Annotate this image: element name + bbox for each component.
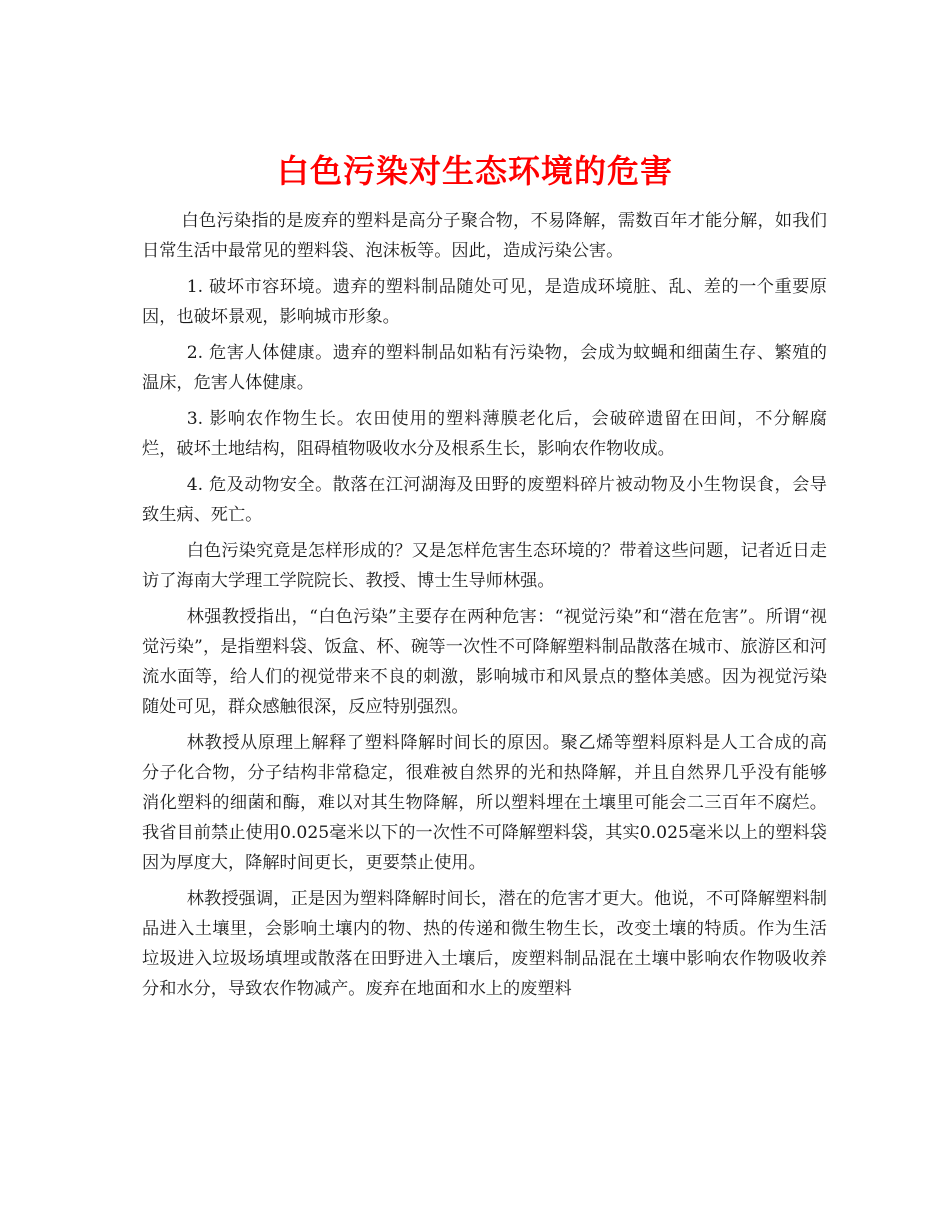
paragraph-item-2: 2. 危害人体健康。遗弃的塑料制品如粘有污染物，会成为蚊蝇和细菌生存、繁殖的温床，危害人体健康。	[142, 343, 827, 393]
document-title: 白色污染对生态环境的危害	[276, 152, 673, 191]
paragraph-potential-harm: 林教授强调，正是因为塑料降解时间长，潜在的危害才更大。他说，不可降解塑料制品进入土壤里，会影响土壤内的物、热的传递和微生物生长，改变土壤的特质。作为生活垃圾进入垃圾场填埋或散落在田野进入土壤后，废塑料制品混在土壤中影响农作物吸收养分和水分，导致农作物减产。废弃在地面和水上的废塑料	[142, 889, 827, 999]
paragraph-interview: 白色污染究竟是怎样形成的？又是怎样危害生态环境的？带着这些问题，记者近日走访了海南大学理工学院院长、教授、博士生导师林强。	[142, 541, 827, 591]
paragraph-intro: 白色污染指的是废弃的塑料是高分子聚合物，不易降解，需数百年才能分解，如我们日常生活中最常见的塑料袋、泡沫板等。因此，造成污染公害。	[142, 211, 827, 261]
paragraph-item-1: 1. 破坏市容环境。遗弃的塑料制品随处可见，是造成环境脏、乱、差的一个重要原因，也破坏景观，影响城市形象。	[142, 277, 827, 327]
paragraph-item-4: 4. 危及动物安全。散落在江河湖海及田野的废塑料碎片被动物及小生物误食，会导致生病、死亡。	[142, 475, 827, 525]
document-body	[142, 206, 827, 1010]
paragraph-visual-pollution: 林强教授指出，“白色污染”主要存在两种危害：“视觉污染”和“潜在危害”。所谓“视觉污染”，是指塑料袋、饭盒、杯、碗等一次性不可降解塑料制品散落在城市、旅游区和河流水面等，给人们的视觉带来不良的刺激，影响城市和风景点的整体美感。因为视觉污染随处可见，群众感触很深，反应特别强烈。	[142, 607, 827, 717]
paragraph-item-3: 3. 影响农作物生长。农田使用的塑料薄膜老化后，会破碎遗留在田间，不分解腐烂，破坏土地结构，阻碍植物吸收水分及根系生长，影响农作物收成。	[142, 409, 827, 459]
paragraph-degradation: 林教授从原理上解释了塑料降解时间长的原因。聚乙烯等塑料原料是人工合成的高 分子化合物，分子结构非常稳定，很难被自然界的光和热降解，并且自然界几乎没有能够消化塑料的细菌和酶，难以对其生物降解，所以塑料埋在土壤里可能会二三百年不腐烂。我省目前禁止使用0.025毫米以下的一次性不可降解塑料袋，其实0.025毫米以上的塑料袋因为厚度大，降解时间更长，更要禁止使用。	[142, 733, 827, 873]
